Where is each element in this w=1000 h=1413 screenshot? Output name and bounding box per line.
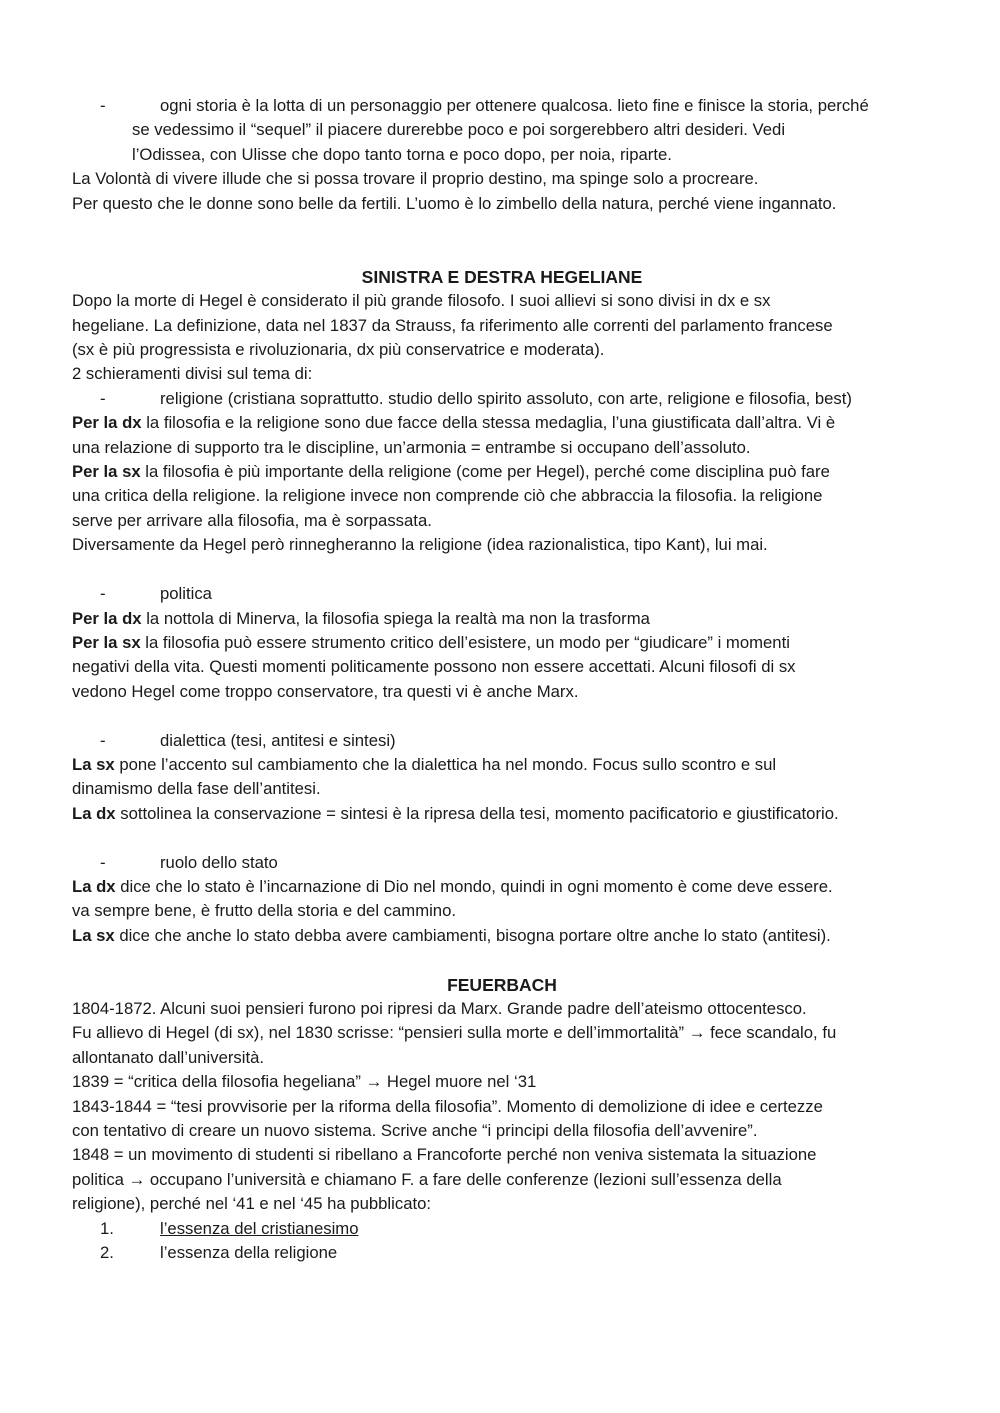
paragraph-line: allontanato dall’università. (72, 1047, 265, 1067)
paragraph-line: 1848 = un movimento di studenti si ribellano a Francoforte perché non veniva sistemata la situazione (72, 1145, 817, 1165)
paragraph-line: Fu allievo di Hegel (di sx), nel 1830 scrisse: “pensieri sulla morte e dell’immortalità” → fece scandalo, fu (72, 1023, 837, 1043)
bullet-text: ruolo dello stato (160, 852, 278, 872)
bullet-dash: - (100, 96, 106, 115)
bullet-text: ogni storia è la lotta di un personaggio per ottenere qualcosa. lieto fine e finisce la storia, perché (160, 96, 869, 115)
paragraph-line: 1843-1844 = “tesi provvisorie per la riforma della filosofia”. Momento di demolizione di idee e certezze (72, 1096, 823, 1116)
bold-label: Per la dx (72, 608, 142, 628)
bullet-item (72, 94, 932, 118)
bold-label: Per la sx (72, 632, 141, 652)
paragraph-line: La dx dice che lo stato è l’incarnazione di Dio nel mondo, quindi in ogni momento è come deve essere. (72, 876, 833, 896)
section-heading: SINISTRA E DESTRA HEGELIANE (361, 266, 643, 287)
bold-label: La dx (72, 803, 116, 823)
paragraph-line: hegeliane. La definizione, data nel 1837 da Strauss, fa riferimento alle correnti del parlamento francese (72, 315, 833, 335)
numbered-list-item (72, 1241, 932, 1265)
bold-label: La dx (72, 876, 116, 896)
bullet-dash: - (100, 388, 106, 408)
numbered-list-item (72, 1217, 932, 1241)
paragraph-line: Per la dx la filosofia e la religione sono due facce della stessa medaglia, l’una giustificata dall’altra. Vi è (72, 413, 836, 433)
paragraph-line: una relazione di supporto tra le discipline, un’armonia = entrambe si occupano dell’assoluto. (72, 437, 751, 457)
bullet-item-stato (72, 851, 932, 875)
paragraph-line: La Volontà di vivere illude che si possa trovare il proprio destino, ma spinge solo a procreare. (72, 169, 759, 189)
list-number: 1. (100, 1218, 114, 1238)
bullet-dash: - (100, 730, 106, 750)
paragraph-line: 2 schieramenti divisi sul tema di: (72, 364, 313, 384)
bold-label: La sx (72, 925, 115, 945)
bullet-text: dialettica (tesi, antitesi e sintesi) (160, 730, 396, 750)
bold-label: Per la dx (72, 413, 142, 433)
paragraph-line: Per la dx la nottola di Minerva, la filosofia spiega la realtà ma non la trasforma (72, 608, 650, 628)
paragraph-line: negativi della vita. Questi momenti politicamente possono non essere accettati. Alcuni filosofi di sx (72, 657, 796, 677)
bullet-text-continued: se vedessimo il “sequel” il piacere durerebbe poco e poi sorgerebbero altri desideri. Vedi (132, 120, 786, 140)
bold-label: Per la sx (72, 462, 141, 482)
paragraph-line: con tentativo di creare un nuovo sistema. Scrive anche “i principi della filosofia dell’avvenire”. (72, 1120, 758, 1140)
list-item-text: l’essenza della religione (160, 1243, 338, 1263)
bullet-text: religione (cristiana soprattutto. studio dello spirito assoluto, con arte, religione e filosofia, best) (160, 388, 852, 408)
paragraph-line: Per la sx la filosofia è più importante della religione (come per Hegel), perché come disciplina può fare (72, 462, 830, 482)
bullet-item-religione (72, 387, 932, 411)
bullet-text: politica (160, 584, 212, 604)
paragraph-line: Dopo la morte di Hegel è considerato il più grande filosofo. I suoi allievi si sono divisi in dx e sx (72, 291, 771, 311)
bullet-item-politica (72, 582, 932, 606)
paragraph-line: Per questo che le donne sono belle da fertili. L’uomo è lo zimbello della natura, perché viene ingannato. (72, 193, 837, 213)
paragraph-line: dinamismo della fase dell’antitesi. (72, 779, 321, 799)
paragraph-line: Per la sx la filosofia può essere strumento critico dell’esistere, un modo per “giudicare” i momenti (72, 632, 790, 652)
bold-label: La sx (72, 754, 115, 774)
paragraph-line: vedono Hegel come troppo conservatore, tra questi vi è anche Marx. (72, 681, 579, 701)
paragraph-line: (sx è più progressista e rivoluzionaria, dx più conservatrice e moderata). (72, 340, 605, 360)
paragraph-line: religione), perché nel ‘41 e nel ‘45 ha pubblicato: (72, 1194, 432, 1214)
paragraph-line: La sx dice che anche lo stato debba avere cambiamenti, bisogna portare oltre anche lo stato (antitesi). (72, 925, 831, 945)
paragraph-line: Diversamente da Hegel però rinnegheranno la religione (idea razionalistica, tipo Kant), lui mai. (72, 535, 768, 555)
paragraph-line: 1804-1872. Alcuni suoi pensieri furono poi ripresi da Marx. Grande padre dell’ateismo ottocentesco. (72, 998, 807, 1018)
bullet-text-continued: l’Odissea, con Ulisse che dopo tanto torna e poco dopo, per noia, riparte. (132, 144, 672, 164)
list-number: 2. (100, 1243, 114, 1263)
paragraph-line: 1839 = “critica della filosofia hegeliana” → Hegel muore nel ‘31 (72, 1072, 537, 1092)
document-page (72, 94, 932, 1265)
paragraph-line: La sx pone l’accento sul cambiamento che la dialettica ha nel mondo. Focus sullo scontro e sul (72, 754, 777, 774)
paragraph-line: serve per arrivare alla filosofia, ma è sorpassata. (72, 510, 432, 530)
paragraph-line: una critica della religione. la religione invece non comprende ciò che abbraccia la filosofia. la religione (72, 486, 823, 506)
paragraph-line: La dx sottolinea la conservazione = sintesi è la ripresa della tesi, momento pacificatorio e giustificatorio. (72, 803, 839, 823)
section-heading: FEUERBACH (447, 974, 557, 995)
list-item-text: l’essenza del cristianesimo (160, 1218, 359, 1238)
bullet-item-dialettica (72, 729, 932, 753)
bullet-dash: - (100, 852, 106, 872)
paragraph-line: va sempre bene, è frutto della storia e del cammino. (72, 901, 457, 921)
bullet-dash: - (100, 584, 106, 604)
paragraph-line: politica → occupano l’università e chiamano F. a fare delle conferenze (lezioni sull’essenza della (72, 1169, 782, 1189)
